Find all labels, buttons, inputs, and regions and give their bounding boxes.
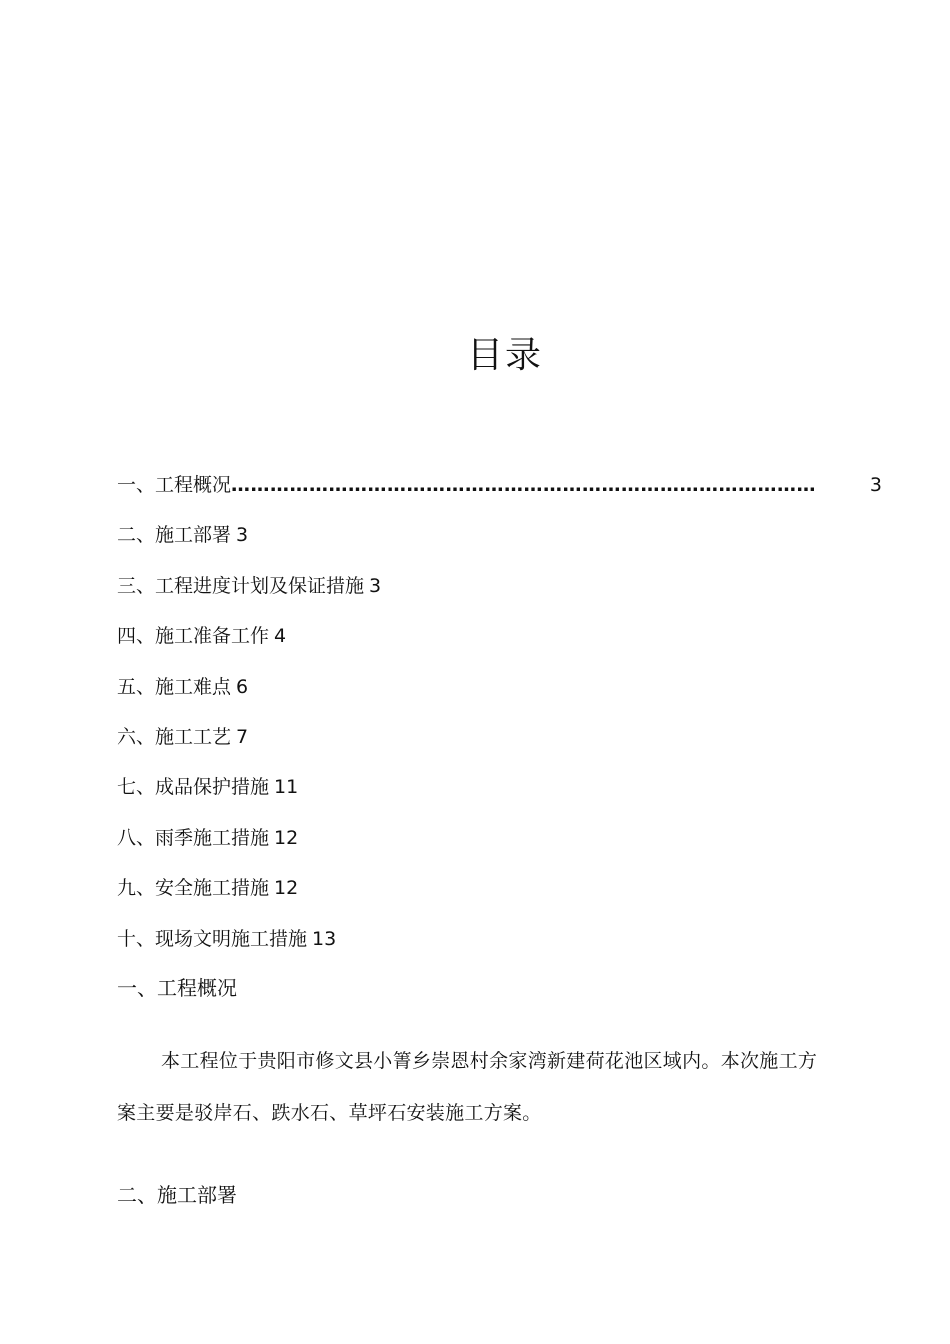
toc-item-page: 12 [274,877,299,900]
toc-item-page: 3 [369,574,382,597]
toc-dot-leader: ……………………………………………………………………………… [231,474,817,496]
toc-item-page: 13 [312,927,337,950]
toc-item[interactable] [117,621,882,671]
paragraph-line: 本工程位于贵阳市修文县小箐乡崇恩村余家湾新建荷花池区域内。本次施工方 [161,1050,818,1072]
toc-item-label: 三、工程进度计划及保证措施 [117,574,365,597]
toc-item-page: 3 [236,524,249,547]
toc-item-page: 3 [869,474,882,496]
toc-item-label: 二、施工部署 [117,524,232,547]
toc-item-label: 八、雨季施工措施 [117,826,270,849]
toc-item[interactable] [117,924,882,974]
toc-item-page: 11 [274,776,299,799]
overview-paragraph [117,1044,887,1130]
toc-item-page: 12 [274,826,299,849]
toc-item-page: 6 [236,675,249,698]
toc-item[interactable] [117,470,882,520]
toc-item[interactable] [117,873,882,923]
toc-item[interactable] [117,722,882,772]
table-of-contents [117,470,882,974]
paragraph-line: 案主要是驳岸石、跌水石、草坪石安装施工方案。 [117,1102,542,1124]
toc-item-label: 九、安全施工措施 [117,877,270,900]
toc-item-label: 十、现场文明施工措施 [117,927,308,950]
toc-item[interactable] [117,772,882,822]
toc-item-label: 一、工程概况 [117,474,232,496]
toc-item-label: 六、施工工艺 [117,725,232,748]
toc-item-page: 4 [274,625,287,648]
toc-item[interactable] [117,823,882,873]
toc-item-label: 七、成品保护措施 [117,776,270,799]
toc-item[interactable] [117,571,882,621]
toc-item-label: 五、施工难点 [117,675,232,698]
section-heading-deployment: 二、施工部署 [117,1183,237,1207]
toc-item-page: 7 [236,725,249,748]
toc-item[interactable] [117,672,882,722]
section-heading-overview: 一、工程概况 [117,976,237,1000]
toc-title: 目录 [466,335,543,376]
toc-item[interactable] [117,520,882,570]
toc-item-label: 四、施工准备工作 [117,625,270,648]
